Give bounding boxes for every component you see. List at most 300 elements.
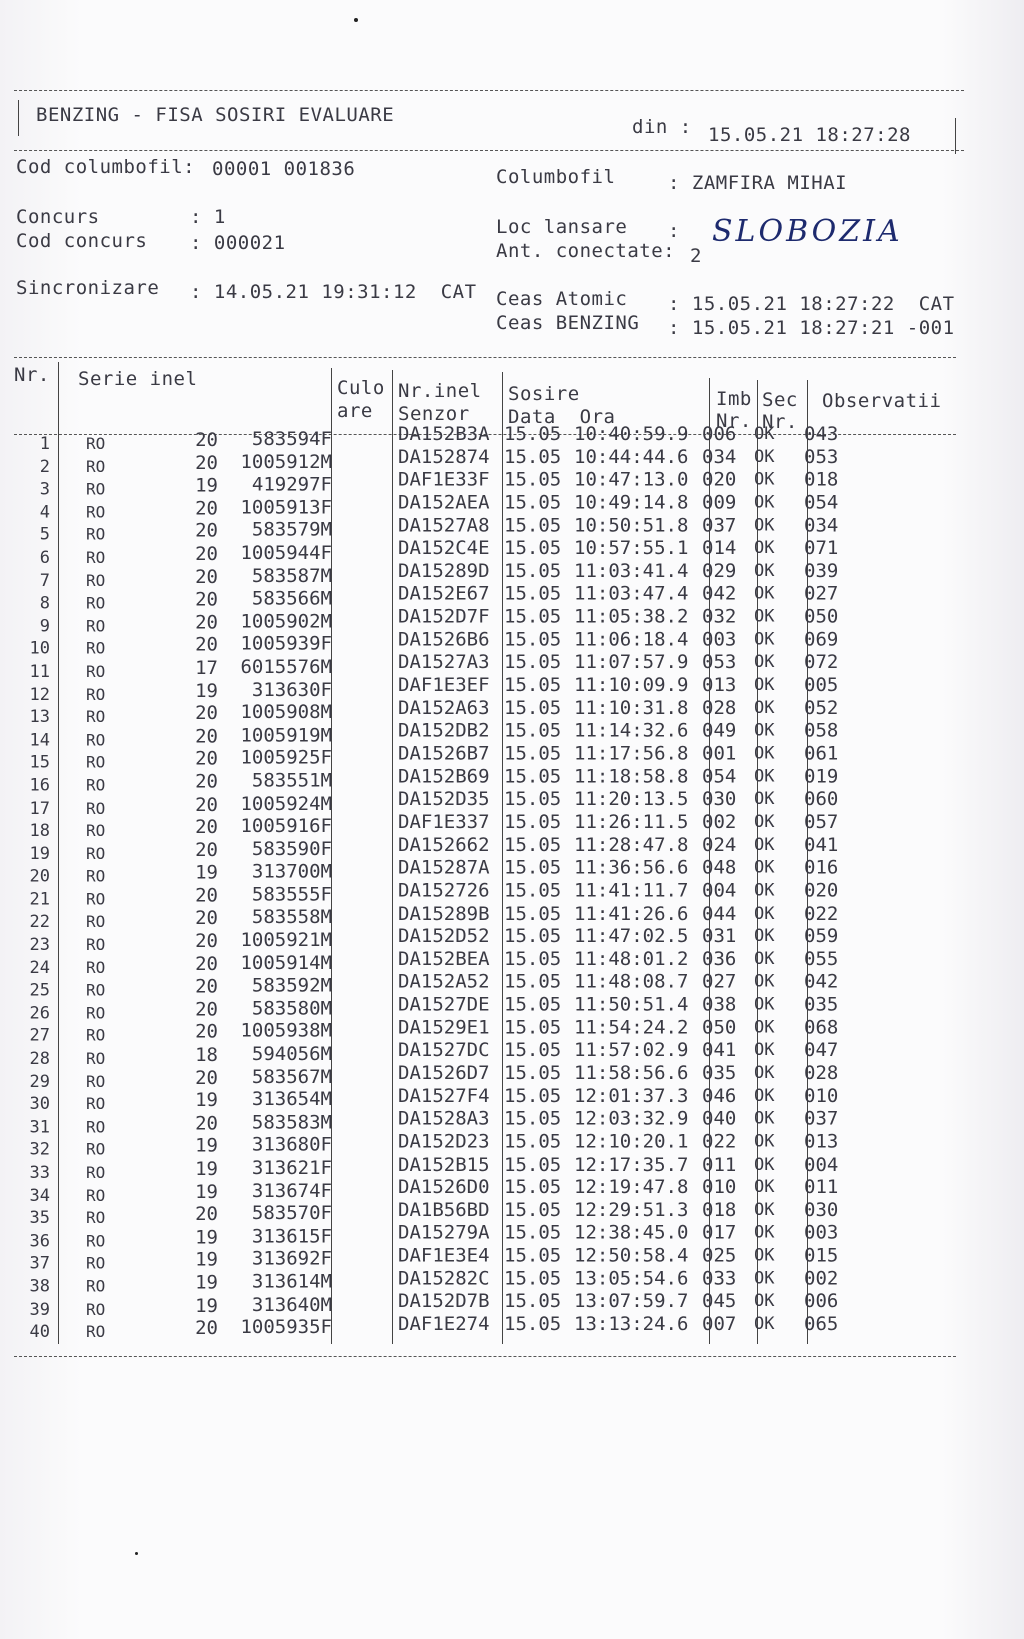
arrival-time: 13:07:59.7 xyxy=(574,1290,689,1313)
ring-year: 19 xyxy=(195,1180,218,1203)
sector-status: OK xyxy=(754,1108,775,1129)
ring-year: 20 xyxy=(195,793,218,816)
arrival-time: 11:36:56.6 xyxy=(574,856,689,879)
arrival-time: 10:49:14.8 xyxy=(574,491,689,514)
sector-status: OK xyxy=(754,652,775,673)
observation: 019 xyxy=(804,765,839,788)
arrival-date: 15.05 xyxy=(504,765,562,788)
ring-year: 20 xyxy=(195,816,218,839)
sensor-ring-id: DA1527F4 xyxy=(398,1084,490,1107)
sector-status: OK xyxy=(754,1222,775,1243)
arrival-date: 15.05 xyxy=(504,833,562,856)
observation: 015 xyxy=(804,1244,839,1267)
arrival-time: 11:57:02.9 xyxy=(574,1039,689,1062)
row-number: 5 xyxy=(39,525,50,546)
arrival-time: 11:26:11.5 xyxy=(574,810,689,833)
observation: 004 xyxy=(804,1153,839,1176)
sector-status: OK xyxy=(754,1291,775,1312)
sensor-ring-id: DA1B56BD xyxy=(398,1199,490,1222)
basket-number: 048 xyxy=(702,856,737,879)
sector-status: OK xyxy=(754,629,775,650)
arrival-time: 11:41:26.6 xyxy=(574,902,689,925)
sector-status: OK xyxy=(754,1040,775,1061)
arrival-time: 11:18:58.8 xyxy=(574,765,689,788)
row-number: 15 xyxy=(29,752,50,773)
row-number: 4 xyxy=(39,502,50,523)
basket-number: 006 xyxy=(702,423,737,445)
arrival-time: 11:17:56.8 xyxy=(574,742,689,765)
basket-number: 017 xyxy=(702,1221,737,1244)
observation: 042 xyxy=(804,970,839,993)
arrival-time: 11:20:13.5 xyxy=(574,788,689,811)
ring-year: 19 xyxy=(195,1271,218,1294)
row-number: 6 xyxy=(39,547,50,568)
col-header-observatii: Observatii xyxy=(822,390,942,412)
sector-status: OK xyxy=(754,766,775,787)
col-header-culoare-1: Culo xyxy=(337,377,385,399)
sector-status: OK xyxy=(754,789,775,810)
sector-status: OK xyxy=(754,720,775,741)
ring-country: RO xyxy=(86,707,106,727)
basket-number: 045 xyxy=(702,1290,737,1313)
basket-number: 024 xyxy=(702,833,737,856)
row-number: 16 xyxy=(29,775,50,796)
ring-year: 20 xyxy=(195,884,218,907)
basket-number: 025 xyxy=(702,1244,737,1267)
sensor-ring-id: DA15289D xyxy=(398,559,490,582)
ring-number: 1005912M xyxy=(240,450,332,473)
sensor-ring-id: DA152B15 xyxy=(398,1153,490,1176)
arrival-date: 15.05 xyxy=(504,742,562,765)
col-header-sec-1: Sec xyxy=(762,389,798,411)
arrival-time: 12:29:51.3 xyxy=(574,1199,689,1222)
ring-number: 1005913F xyxy=(240,496,332,519)
ring-country: RO xyxy=(86,798,106,818)
ring-year: 20 xyxy=(195,1066,218,1089)
columbofil-value: : ZAMFIRA MIHAI xyxy=(668,172,848,194)
loc-lansare-colon: : xyxy=(668,220,680,242)
basket-number: 044 xyxy=(702,902,737,925)
arrival-date: 15.05 xyxy=(504,902,562,925)
ring-country: RO xyxy=(86,912,106,932)
ring-number: 1005902M xyxy=(240,610,332,633)
ring-year: 20 xyxy=(195,725,218,748)
ring-number: 583583M xyxy=(251,1111,332,1134)
arrival-time: 11:03:41.4 xyxy=(574,559,689,582)
sincronizare-value: : 14.05.21 19:31:12 CAT xyxy=(190,281,477,303)
observation: 061 xyxy=(804,742,839,765)
arrival-time: 12:03:32.9 xyxy=(574,1107,689,1130)
arrival-date: 15.05 xyxy=(504,1016,562,1039)
basket-number: 014 xyxy=(702,537,737,560)
sensor-ring-id: DA152D23 xyxy=(398,1130,490,1153)
arrival-time: 10:44:44.6 xyxy=(574,445,689,468)
basket-number: 054 xyxy=(702,765,737,788)
ring-country: RO xyxy=(86,525,106,545)
basket-number: 002 xyxy=(702,810,737,833)
arrival-time: 11:48:08.7 xyxy=(574,970,689,993)
row-number: 11 xyxy=(29,661,50,682)
row-number: 18 xyxy=(29,821,50,842)
header-right-bar xyxy=(955,118,956,154)
ring-year: 20 xyxy=(195,975,218,998)
row-number: 19 xyxy=(29,843,50,864)
arrival-time: 10:40:59.9 xyxy=(574,423,689,445)
basket-number: 018 xyxy=(702,1199,737,1222)
row-number: 9 xyxy=(39,616,50,637)
ring-country: RO xyxy=(86,957,106,977)
arrival-date: 15.05 xyxy=(504,491,562,514)
ring-year: 20 xyxy=(195,952,218,975)
sensor-ring-id: DAF1E3E4 xyxy=(398,1244,490,1267)
ring-year: 20 xyxy=(195,451,218,474)
arrival-date: 15.05 xyxy=(504,1062,562,1085)
row-number: 12 xyxy=(29,684,50,705)
observation: 058 xyxy=(804,719,839,742)
basket-number: 046 xyxy=(702,1084,737,1107)
ring-number: 313680F xyxy=(251,1133,332,1156)
sector-status: OK xyxy=(754,424,775,444)
sector-status: OK xyxy=(754,1154,775,1175)
ring-year: 20 xyxy=(195,838,218,861)
ring-country: RO xyxy=(86,1162,106,1182)
observation: 005 xyxy=(804,674,839,697)
basket-number: 036 xyxy=(702,947,737,970)
row-number: 32 xyxy=(29,1139,50,1160)
arrival-date: 15.05 xyxy=(504,1153,562,1176)
ring-country: RO xyxy=(86,1299,106,1319)
arrival-time: 11:28:47.8 xyxy=(574,833,689,856)
col-header-nr: Nr. xyxy=(14,364,50,386)
ring-country: RO xyxy=(86,434,106,453)
row-number: 14 xyxy=(29,730,50,751)
cod-concurs-label: Cod concurs xyxy=(16,230,148,252)
basket-number: 053 xyxy=(702,651,737,674)
basket-number: 028 xyxy=(702,696,737,719)
basket-number: 032 xyxy=(702,605,737,628)
observation: 003 xyxy=(804,1221,839,1244)
observation: 068 xyxy=(804,1016,839,1039)
arrival-date: 15.05 xyxy=(504,514,562,537)
sensor-ring-id: DA152AEA xyxy=(398,491,490,514)
ring-country: RO xyxy=(86,730,106,750)
header-bottom-rule xyxy=(14,150,964,151)
col-header-imb-1: Imb xyxy=(716,388,752,410)
row-number: 3 xyxy=(39,479,50,500)
sensor-ring-id: DA1526D0 xyxy=(398,1176,490,1199)
observation: 027 xyxy=(804,582,839,605)
ceas-atomic-label: Ceas Atomic xyxy=(496,288,628,310)
ring-year: 19 xyxy=(195,679,218,702)
row-number: 40 xyxy=(29,1322,50,1343)
row-number: 1 xyxy=(39,434,50,454)
ring-number: 1005921M xyxy=(240,929,332,952)
basket-number: 041 xyxy=(702,1039,737,1062)
ring-year: 20 xyxy=(195,497,218,520)
sensor-ring-id: DA15279A xyxy=(398,1221,490,1244)
sector-status: OK xyxy=(754,1017,775,1038)
arrival-time: 11:47:02.5 xyxy=(574,925,689,948)
row-number: 2 xyxy=(39,456,50,477)
col-header-serie-inel: Serie inel xyxy=(78,368,198,390)
sensor-ring-id: DAF1E3EF xyxy=(398,674,490,697)
arrival-time: 11:05:38.2 xyxy=(574,605,689,628)
observation: 037 xyxy=(804,1107,839,1130)
ring-number: 583551M xyxy=(251,769,332,792)
sincronizare-label: Sincronizare xyxy=(16,277,160,299)
basket-number: 011 xyxy=(702,1153,737,1176)
ring-country: RO xyxy=(86,456,106,476)
row-number: 34 xyxy=(29,1185,50,1206)
arrival-time: 11:14:32.6 xyxy=(574,719,689,742)
ring-country: RO xyxy=(86,1253,106,1273)
report-title: BENZING - FISA SOSIRI EVALUARE xyxy=(36,104,395,126)
ring-country: RO xyxy=(86,821,106,841)
row-number: 33 xyxy=(29,1162,50,1183)
arrival-time: 11:50:51.4 xyxy=(574,993,689,1016)
basket-number: 033 xyxy=(702,1267,737,1290)
basket-number: 038 xyxy=(702,993,737,1016)
basket-number: 031 xyxy=(702,925,737,948)
ring-number: 583558M xyxy=(251,906,332,929)
arrival-date: 15.05 xyxy=(504,628,562,651)
ring-number: 583587M xyxy=(251,564,332,587)
observation: 034 xyxy=(804,514,839,537)
sensor-ring-id: DA15287A xyxy=(398,856,490,879)
ring-number: 313700M xyxy=(251,860,332,883)
sector-status: OK xyxy=(754,469,775,490)
arrival-date: 15.05 xyxy=(504,947,562,970)
columbofil-label: Columbofil xyxy=(496,166,616,188)
row-number: 21 xyxy=(29,889,50,910)
basket-number: 001 xyxy=(702,742,737,765)
sector-status: OK xyxy=(754,446,775,467)
row-number: 39 xyxy=(29,1299,50,1320)
ring-number: 583590F xyxy=(251,837,332,860)
ring-country: RO xyxy=(86,1185,106,1205)
ring-number: 313654M xyxy=(251,1088,332,1111)
basket-number: 004 xyxy=(702,879,737,902)
arrival-time: 11:41:11.7 xyxy=(574,879,689,902)
ring-number: 313615F xyxy=(251,1225,332,1248)
row-number: 24 xyxy=(29,957,50,978)
ring-year: 18 xyxy=(195,1043,218,1066)
sector-status: OK xyxy=(754,926,775,947)
basket-number: 040 xyxy=(702,1107,737,1130)
ring-number: 1005908M xyxy=(240,701,332,724)
observation: 011 xyxy=(804,1176,839,1199)
arrival-time: 10:50:51.8 xyxy=(574,514,689,537)
sector-status: OK xyxy=(754,675,775,696)
ring-year: 20 xyxy=(195,1021,218,1044)
observation: 055 xyxy=(804,947,839,970)
row-number: 28 xyxy=(29,1048,50,1069)
ring-year: 20 xyxy=(195,588,218,611)
basket-number: 010 xyxy=(702,1176,737,1199)
arrival-date: 15.05 xyxy=(504,1130,562,1153)
ring-number: 313621F xyxy=(251,1156,332,1179)
row-number: 37 xyxy=(29,1253,50,1274)
arrival-time: 11:06:18.4 xyxy=(574,628,689,651)
ring-year: 19 xyxy=(195,861,218,884)
row-number: 27 xyxy=(29,1026,50,1047)
sector-status: OK xyxy=(754,743,775,764)
ring-country: RO xyxy=(86,638,106,658)
sensor-ring-id: DA1529E1 xyxy=(398,1016,490,1039)
sector-status: OK xyxy=(754,697,775,718)
ring-year: 20 xyxy=(195,1317,218,1340)
ceas-benzing-label: Ceas BENZING xyxy=(496,312,640,334)
sensor-ring-id: DAF1E33F xyxy=(398,468,490,491)
sensor-ring-id: DA1526D7 xyxy=(398,1062,490,1085)
report-date-label: din : xyxy=(632,116,692,138)
ring-year: 20 xyxy=(195,429,218,451)
observation: 013 xyxy=(804,1130,839,1153)
loc-lansare-label: Loc lansare xyxy=(496,216,628,238)
row-number: 26 xyxy=(29,1003,50,1024)
sector-status: OK xyxy=(754,811,775,832)
ring-country: RO xyxy=(86,980,106,1000)
observation: 010 xyxy=(804,1084,839,1107)
sector-status: OK xyxy=(754,560,775,581)
sensor-ring-id: DA1526B6 xyxy=(398,628,490,651)
sensor-ring-id: DA1528A3 xyxy=(398,1107,490,1130)
ring-year: 19 xyxy=(195,1157,218,1180)
row-number: 10 xyxy=(29,638,50,659)
col-header-sosire-1: Sosire xyxy=(508,383,580,405)
ring-number: 583579M xyxy=(251,519,332,542)
table-top-rule xyxy=(14,357,956,358)
ring-number: 583567M xyxy=(251,1065,332,1088)
sector-status: OK xyxy=(754,1177,775,1198)
col-header-nr-inel-1: Nr.inel xyxy=(398,380,482,402)
sector-status: OK xyxy=(754,1131,775,1152)
ceas-atomic-value: : 15.05.21 18:27:22 CAT xyxy=(668,293,955,315)
basket-number: 034 xyxy=(702,445,737,468)
ring-year: 19 xyxy=(195,1134,218,1157)
basket-number: 049 xyxy=(702,719,737,742)
sensor-ring-id: DA152C4E xyxy=(398,537,490,560)
arrival-date: 15.05 xyxy=(504,696,562,719)
ring-country: RO xyxy=(86,479,106,499)
observation: 060 xyxy=(804,788,839,811)
ring-number: 1005944F xyxy=(240,541,332,564)
ring-country: RO xyxy=(86,661,106,681)
sensor-ring-id: DAF1E274 xyxy=(398,1313,490,1336)
observation: 072 xyxy=(804,651,839,674)
arrival-time: 10:47:13.0 xyxy=(574,468,689,491)
observation: 006 xyxy=(804,1290,839,1313)
arrival-date: 15.05 xyxy=(504,1313,562,1336)
arrival-date: 15.05 xyxy=(504,719,562,742)
sensor-ring-id: DA1527DE xyxy=(398,993,490,1016)
sensor-ring-id: DA152E67 xyxy=(398,582,490,605)
ring-year: 19 xyxy=(195,1226,218,1249)
arrival-time: 12:17:35.7 xyxy=(574,1153,689,1176)
sector-status: OK xyxy=(754,994,775,1015)
ring-country: RO xyxy=(86,570,106,590)
ring-number: 1005935F xyxy=(240,1316,332,1339)
observation: 002 xyxy=(804,1267,839,1290)
ring-year: 17 xyxy=(195,656,218,679)
observation: 022 xyxy=(804,902,839,925)
arrival-date: 15.05 xyxy=(504,1039,562,1062)
ring-country: RO xyxy=(86,843,106,863)
sector-status: OK xyxy=(754,515,775,536)
observation: 020 xyxy=(804,879,839,902)
ring-year: 19 xyxy=(195,1294,218,1317)
arrival-time: 12:50:58.4 xyxy=(574,1244,689,1267)
arrivals-table xyxy=(14,423,954,1343)
ring-number: 1005914M xyxy=(240,951,332,974)
col-header-imb-2: Nr. xyxy=(716,410,752,432)
arrival-time: 11:10:09.9 xyxy=(574,674,689,697)
arrival-time: 11:54:24.2 xyxy=(574,1016,689,1039)
loc-lansare-handwritten: SLOBOZIA xyxy=(712,214,903,249)
basket-number: 013 xyxy=(702,674,737,697)
sector-status: OK xyxy=(754,948,775,969)
observation: 047 xyxy=(804,1039,839,1062)
sensor-ring-id: DA152B3A xyxy=(398,423,490,445)
col-header-sosire-2: Data Ora xyxy=(508,406,616,428)
basket-number: 022 xyxy=(702,1130,737,1153)
sensor-ring-id: DA1527A3 xyxy=(398,651,490,674)
observation: 018 xyxy=(804,468,839,491)
sensor-ring-id: DA152D35 xyxy=(398,788,490,811)
ring-year: 20 xyxy=(195,542,218,565)
arrival-date: 15.05 xyxy=(504,605,562,628)
sensor-ring-id: DA152D7B xyxy=(398,1290,490,1313)
ring-number: 313614M xyxy=(251,1270,332,1293)
ring-number: 313692F xyxy=(251,1247,332,1270)
ring-year: 20 xyxy=(195,930,218,953)
concurs-label: Concurs xyxy=(16,206,100,228)
ring-country: RO xyxy=(86,547,106,567)
observation: 016 xyxy=(804,856,839,879)
row-number: 29 xyxy=(29,1071,50,1092)
basket-number: 037 xyxy=(702,514,737,537)
basket-number: 042 xyxy=(702,582,737,605)
sensor-ring-id: DA1527DC xyxy=(398,1039,490,1062)
ring-year: 20 xyxy=(195,611,218,634)
row-number: 35 xyxy=(29,1208,50,1229)
basket-number: 009 xyxy=(702,491,737,514)
observation: 041 xyxy=(804,833,839,856)
ring-country: RO xyxy=(86,775,106,795)
sensor-ring-id: DA152A63 xyxy=(398,696,490,719)
ring-country: RO xyxy=(86,502,106,522)
ring-country: RO xyxy=(86,1276,106,1296)
cod-concurs-value: : 000021 xyxy=(190,232,286,254)
ring-country: RO xyxy=(86,1026,106,1046)
sensor-ring-id: DA15289B xyxy=(398,902,490,925)
ring-country: RO xyxy=(86,593,106,613)
arrival-time: 12:19:47.8 xyxy=(574,1176,689,1199)
observation: 030 xyxy=(804,1199,839,1222)
sensor-ring-id: DA1526B7 xyxy=(398,742,490,765)
row-number: 30 xyxy=(29,1094,50,1115)
ring-country: RO xyxy=(86,1048,106,1068)
observation: 035 xyxy=(804,993,839,1016)
sensor-ring-id: DA1527A8 xyxy=(398,514,490,537)
row-number: 20 xyxy=(29,866,50,887)
sensor-ring-id: DA152874 xyxy=(398,445,490,468)
ant-conectate-value: 2 xyxy=(690,245,702,267)
basket-number: 027 xyxy=(702,970,737,993)
ring-country: RO xyxy=(86,1071,106,1091)
arrival-date: 15.05 xyxy=(504,1267,562,1290)
observation: 043 xyxy=(804,423,839,445)
